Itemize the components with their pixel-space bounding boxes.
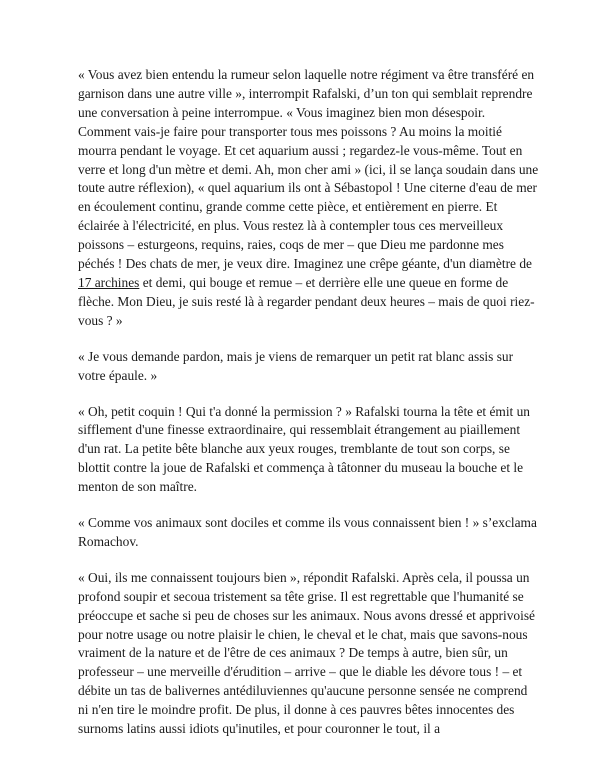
paragraph-text-part: et demi, qui bouge et remue – et derrière elle une queue en forme de flèche. Mon Dieu, je suis resté là à regarder pendant deux heures – mais de quoi riez-vous ? » xyxy=(78,274,535,328)
paragraph-white-rat: « Je vous demande pardon, mais je viens de remarquer un petit rat blanc assis sur votre épaule. » xyxy=(78,348,514,383)
archines-link[interactable]: 17 archines xyxy=(78,274,140,290)
paragraph-rafalski-reply: « Oui, ils me connaissent toujours bien », répondit Rafalski. Après cela, il poussa un profond soupir et secoua tristement sa tête grise. Il est regrettable que l'humanité se préoccupe et sache si peu de choses sur les animaux. Nous avons dressé et apprivoisé pour notre usage ou notre plaisir le chien, le cheval et le chat, mais que savons-nous vraiment de la nature et de l'être de ces animaux ? De temps à autre, bien sûr, un professeur – une merveille d'érudition – arrive – que le diable les dévore tous ! – et débite un tas de balivernes antédiluviennes qu'aucune personne sensée ne comprend ni n'en tire le moindre profit. De plus, il donne à ces pauvres bêtes innocentes des surnoms latins aussi idiots qu'inutiles, et pour couronner le tout, il a xyxy=(78,569,536,737)
paragraph-aquarium xyxy=(78,66,540,331)
paragraph-coquin: « Oh, petit coquin ! Qui t'a donné la permission ? » Rafalski tourna la tête et émit un sifflement d'une finesse extraordinaire, qui ressemblait étrangement au piaillement d'un rat. La petite bête blanche aux yeux rouges, tremblante de tout son corps, se blottit contre la joue de Rafalski et commença à tâtonner du museau la bouche et le menton de son maître. xyxy=(78,403,531,495)
paragraph-text-part: « Vous avez bien entendu la rumeur selon laquelle notre régiment va être transféré en garnison dans une autre ville », interrompit Rafalski, d’un ton qui semblait reprendre une conversation à peine interrompue. « Vous imaginez bien mon désespoir. Comment vais-je faire pour transporter tous mes poissons ? Au moins la moitié mourra pendant le voyage. Et cet aquarium aussi ; regardez-le vous-même. Tout en verre et long d'un mètre et demi. Ah, mon cher ami » (ici, il se lança soudain dans une toute autre réflexion), « quel aquarium ils ont à Sébastopol ! Une citerne d'eau de mer en écoulement continu, grande comme cette pièce, et entièrement en pierre. Et éclairée à l'électricité, en plus. Vous restez là à contempler tous ces merveilleux poissons – esturgeons, requins, raies, coqs de mer – que Dieu me pardonne mes péchés ! Des chats de mer, je veux dire. Imaginez une crêpe géante, d'un diamètre de xyxy=(78,67,539,272)
paragraph-romachov: « Comme vos animaux sont dociles et comme ils vous connaissent bien ! » s’exclama Romachov. xyxy=(78,515,537,549)
document-page xyxy=(78,66,540,756)
